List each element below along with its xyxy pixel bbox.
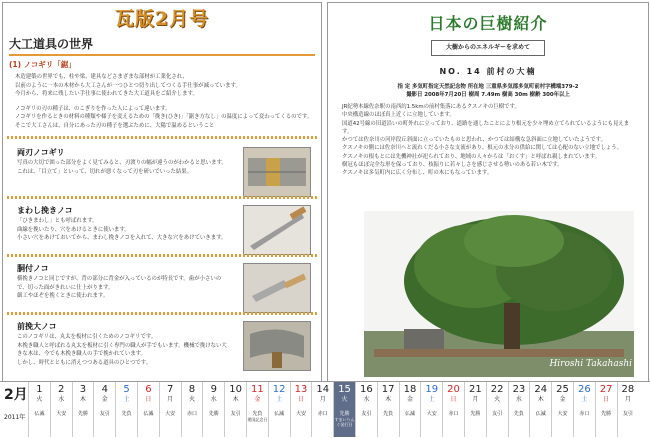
day-weekday: 水	[210, 396, 217, 403]
tool-line: 小さい穴をあけておいてから、まわし挽きノコを入れて、大きな穴をあけていきます。	[17, 235, 227, 241]
day-rokuyo: 先勝	[601, 411, 612, 417]
tree-meta	[336, 83, 640, 99]
calendar-day	[464, 382, 486, 437]
day-number: 21	[468, 384, 482, 395]
tree-line: クスノキは多気町内に広く分布し、町の木にもなっています。	[342, 170, 493, 177]
tool-item	[7, 199, 317, 257]
day-number: 6	[145, 384, 152, 395]
day-weekday: 土	[276, 396, 283, 403]
tool-title: 胴付ノコ	[17, 264, 49, 273]
day-number: 10	[229, 384, 242, 395]
day-number: 20	[447, 384, 460, 395]
day-number: 26	[577, 384, 591, 395]
day-number: 17	[381, 384, 395, 395]
tree-meta-line: 指 定 多気町指定天然記念物 所在地 三重県多気郡多気町前村字構端379-2	[397, 84, 579, 90]
calendar-day	[595, 382, 617, 437]
right-header: 日本の巨樹紹介	[428, 14, 548, 33]
tree-line: JR紀勢本線佐奈駅の南西約1.5kmの前村集落にあるクスノキの巨樹です。	[342, 104, 520, 110]
day-rokuyo: 仏滅	[404, 411, 415, 417]
day-rokuyo: 仏滅	[274, 411, 285, 417]
day-rokuyo: 先勝	[339, 411, 350, 417]
day-number: 3	[79, 384, 87, 395]
day-weekday: 金	[101, 396, 108, 403]
calendar-day	[420, 382, 442, 437]
section-rule	[9, 54, 315, 56]
tool-line: しかし、時代とともに消えつつある道具のひとつです。	[17, 359, 152, 366]
section-subtitle: (1) ノコギリ「鋸」	[9, 60, 76, 69]
calendar-day	[442, 382, 464, 437]
tool-description	[17, 159, 227, 176]
day-rokuyo: 友引	[230, 411, 241, 417]
tool-item	[7, 257, 317, 315]
day-number: 22	[490, 384, 504, 395]
tree-line: 国道42号線の旧道沿いの町外れに立っており、道路を通したことにより根元を少々埋め立てられているようにも見えます。	[342, 120, 630, 135]
day-rokuyo: 大安	[426, 411, 437, 417]
tool-line: これは、「目立て」といって、切れが悪くなって刃を研いでいった結果。	[17, 168, 193, 175]
day-number: 27	[599, 384, 613, 395]
day-weekday: 金	[254, 396, 261, 403]
calendar-year: 2011年	[4, 414, 26, 421]
day-rokuyo: 友引	[492, 411, 503, 417]
dozuki-saw-photo	[243, 263, 311, 313]
day-weekday: 火	[341, 396, 348, 403]
day-weekday: 日	[297, 396, 304, 403]
tool-description	[17, 217, 227, 243]
tree-line: クスノキの側には佐奈川へと流れくだる小さな支流があり、根元の水分の供給に関しては心配のない立地でしょう。	[342, 145, 623, 152]
calendar-day	[72, 382, 94, 437]
day-weekday: 木	[537, 396, 544, 403]
day-number: 11	[251, 384, 264, 395]
calendar-day	[551, 382, 573, 437]
day-rokuyo: 大安	[557, 411, 568, 417]
tool-line: 細工やほぞを挽くときに使われます。	[17, 293, 109, 299]
day-number: 25	[556, 384, 569, 395]
saw-photo	[243, 147, 311, 197]
tool-title: 前挽大ノコ	[17, 322, 57, 331]
intro-line: ノコギリの刃の種子は、のこぎりを作った人によって違います。	[15, 105, 171, 112]
calendar-day	[246, 382, 268, 437]
day-weekday: 火	[494, 396, 501, 403]
day-weekday: 金	[559, 396, 566, 403]
day-weekday: 木	[79, 396, 86, 403]
calendar-day	[529, 382, 551, 437]
day-number: 18	[403, 384, 417, 395]
intro-line: 以前のように一本の木材から大工さんが一つひとつ切り出してつくる手仕事が減っています。	[15, 82, 241, 89]
tool-line: 「ひきまわし」とも呼ばれます。	[17, 218, 98, 224]
day-weekday: 水	[363, 396, 370, 403]
tree-description	[342, 103, 638, 178]
day-weekday: 水	[58, 396, 65, 403]
day-weekday: 日	[603, 396, 610, 403]
day-weekday: 土	[123, 396, 130, 403]
day-weekday: 水	[515, 396, 522, 403]
left-page	[2, 2, 322, 382]
right-page	[327, 2, 649, 382]
tool-line: このノコギリは、丸太を板材に引くためのノコギリです。	[17, 334, 157, 340]
day-number: 14	[316, 384, 330, 395]
day-weekday: 火	[36, 396, 43, 403]
day-rokuyo: 先負	[383, 411, 394, 417]
day-weekday: 木	[232, 396, 239, 403]
calendar-day	[311, 382, 333, 437]
day-rokuyo: 先負	[252, 411, 263, 417]
day-note: 建国記念日	[247, 417, 268, 422]
calendar-day	[399, 382, 421, 437]
intro-line: 木造建築の世界でも、柱や梁、建具などさまざまな部材が工業化され、	[15, 74, 188, 80]
calendar-strip	[0, 381, 650, 438]
day-weekday: 月	[472, 396, 479, 403]
calendar-day	[268, 382, 290, 437]
tree-meta-line: 撮影日 2008年7月20日 樹周 7.49m 樹高 30m 樹齢 300年以上	[406, 92, 570, 98]
day-rokuyo: 大安	[56, 411, 67, 417]
calendar-day	[377, 382, 399, 437]
calendar-day	[508, 382, 530, 437]
calendar-day	[333, 382, 355, 437]
calendar-day	[617, 382, 639, 437]
day-number: 16	[359, 384, 373, 395]
day-number: 15	[338, 384, 351, 395]
day-rokuyo: 大安	[165, 411, 176, 417]
day-rokuyo: 仏滅	[34, 411, 45, 417]
day-number: 5	[123, 384, 130, 395]
day-number: 24	[534, 384, 548, 395]
day-rokuyo: 赤口	[448, 411, 459, 417]
day-rokuyo: 仏滅	[143, 411, 154, 417]
calendar-day	[115, 382, 137, 437]
day-rokuyo: 赤口	[579, 411, 590, 417]
day-weekday: 日	[145, 396, 152, 403]
intro-line: ノコギリを作るときの材料の種類や様子を変えるための「挽き(ひき)」「鋸き方なし」の温度によって変わってくるのです。そこで大工さんは、自分にあった刃の種子を選ぶために、大陽で温めるということ	[15, 114, 313, 129]
tool-line: 横挽きノコと同じですが、背の部分に背金が入っているのが特長です。歯が小さいので、切った面がきれいに仕上がります。	[17, 276, 222, 291]
calendar-day	[290, 382, 312, 437]
tool-title: 両刃ノコギリ	[17, 148, 65, 157]
calendar-day	[50, 382, 72, 437]
day-number: 4	[101, 384, 108, 395]
day-number: 13	[294, 384, 308, 395]
day-number: 19	[425, 384, 439, 395]
large-saw-photo	[243, 321, 311, 371]
day-rokuyo: 友引	[622, 411, 633, 417]
tool-item	[7, 141, 317, 199]
tool-description	[17, 333, 227, 367]
section-title: 大工道具の世界	[9, 37, 94, 51]
left-header: 瓦版2月号	[114, 7, 210, 30]
calendar-days	[28, 382, 638, 437]
day-weekday: 金	[406, 396, 413, 403]
tool-line: 木挽き職人と呼ばれる丸太を板材に引く専門の職人が手でもいます。機械で挽けない大きな木は、今でも木挽き職人の手で挽かれています。	[17, 342, 227, 357]
day-rokuyo: 友引	[361, 411, 372, 417]
day-number: 9	[210, 384, 217, 395]
tool-item	[7, 315, 317, 373]
tree-line: クスノキの根もとには先機神社が祀られており、地域の人々からは「おくす」と呼ばれ親しまれています。	[342, 153, 601, 160]
day-weekday: 月	[319, 396, 326, 403]
calendar-day	[159, 382, 181, 437]
tool-line: 曲線を挽いたり、穴をあけるときに使います。	[17, 226, 130, 233]
day-number: 7	[166, 384, 174, 395]
day-number: 1	[36, 384, 43, 395]
day-weekday: 火	[188, 396, 195, 403]
calendar-day	[202, 382, 224, 437]
tree-line: かつては佐奈川の河岸段丘斜面に立っていたものと思われ、かつては結構な急斜面に立地していたようです。	[342, 137, 607, 144]
calendar-day	[573, 382, 595, 437]
dotted-divider	[7, 136, 317, 139]
tool-line: 写真の大切で囲った部分をよく見てみると、刃渡りの幅が違うのがわかると思います。	[17, 160, 227, 166]
day-weekday: 土	[581, 396, 588, 403]
intro-line: 今月から、将来に残したい手仕事に使われてきた大工道具をご紹介します。	[15, 91, 198, 97]
calendar-day	[181, 382, 203, 437]
day-number: 28	[621, 384, 635, 395]
tree-line: 樹冠もほぼ完全な形を保っており、枝振りに若々しさを感じさせる勢いのある若い木です。	[342, 162, 563, 169]
calendar-day	[93, 382, 115, 437]
tool-description	[17, 275, 227, 301]
calendar-month: 2月	[4, 387, 28, 403]
calendar-day	[137, 382, 159, 437]
calendar-day	[28, 382, 50, 437]
day-rokuyo: 仏滅	[535, 411, 546, 417]
tree-line: 中央構造線のほぼ真上近くに立地しています。	[342, 112, 455, 119]
day-rokuyo: 先負	[513, 411, 524, 417]
day-weekday: 日	[450, 396, 457, 403]
tree-number-title: NO. 14 前村の大楠	[439, 67, 537, 76]
day-rokuyo: 先勝	[470, 411, 481, 417]
calendar-day	[224, 382, 246, 437]
day-rokuyo: 友引	[99, 411, 110, 417]
day-number: 23	[512, 384, 526, 395]
day-weekday: 木	[385, 396, 392, 403]
day-rokuyo: 赤口	[186, 411, 197, 417]
day-rokuyo: 先勝	[208, 411, 219, 417]
right-subtitle-box: 大樹からのエネルギーを求めて	[431, 40, 545, 56]
photographer-signature: Hiroshi Takahashi	[549, 359, 632, 369]
day-rokuyo: 大安	[295, 411, 306, 417]
day-rokuyo: 先勝	[77, 411, 88, 417]
day-note: すまいりんぐ発行日	[334, 417, 355, 427]
intro-text	[15, 73, 313, 130]
calendar-day	[355, 382, 377, 437]
tool-title: まわし挽きノコ	[17, 206, 73, 215]
day-number: 8	[188, 384, 196, 395]
day-number: 12	[272, 384, 286, 395]
keyhole-saw-photo	[243, 205, 311, 255]
camphor-tree-photo	[364, 211, 634, 377]
day-number: 2	[58, 384, 65, 395]
day-weekday: 土	[428, 396, 435, 403]
day-weekday: 月	[624, 396, 631, 403]
day-rokuyo: 先負	[121, 411, 132, 417]
day-rokuyo: 赤口	[317, 411, 328, 417]
calendar-day	[486, 382, 508, 437]
day-weekday: 月	[167, 396, 174, 403]
